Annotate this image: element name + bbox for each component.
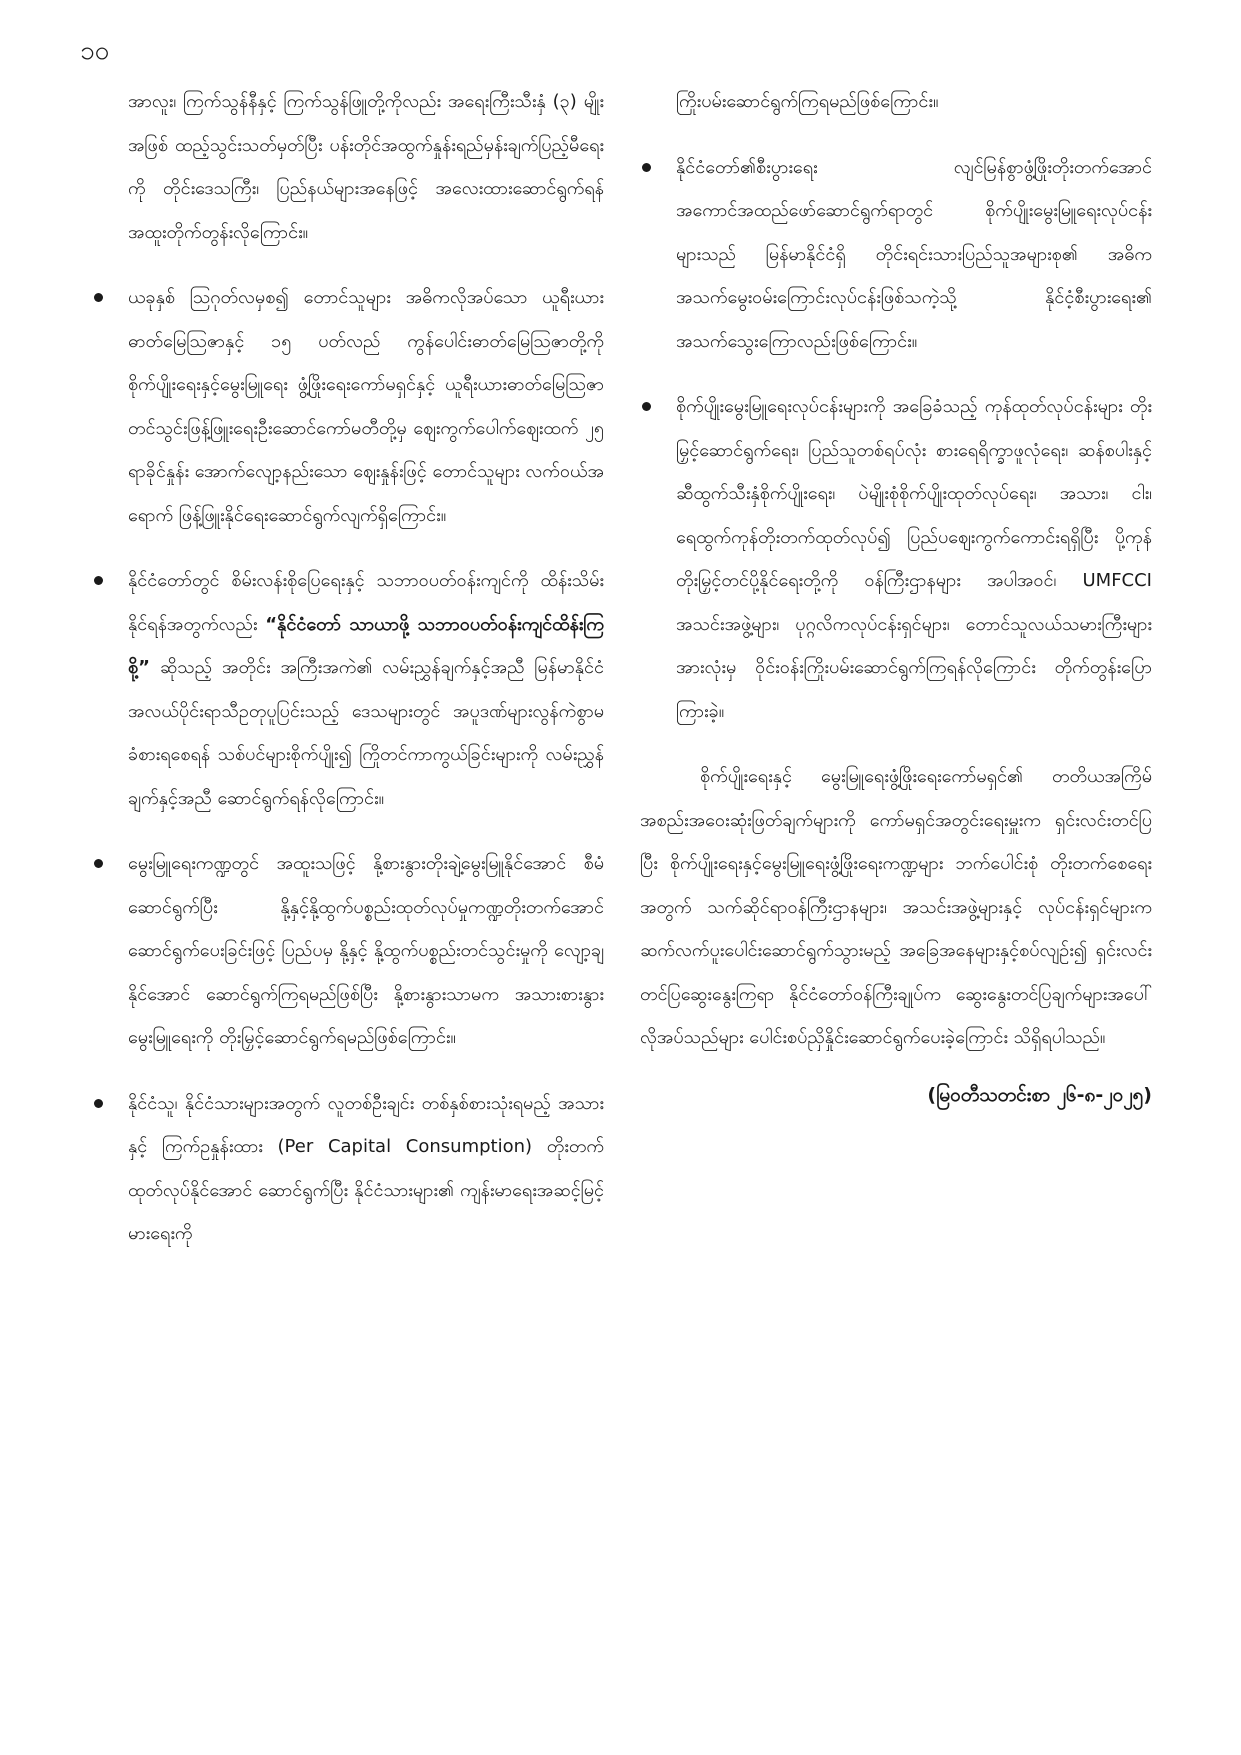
list-item-text: နိုင်ငံတော်၏စီးပွားရေး လျင်မြန်စွာဖွံ့ဖြိုးတိုးတက်အောင် အကောင်အထည်ဖော်ဆောင်ရွက်ရာတွင် စိုက်ပျိုးမွေးမြူရေးလုပ်ငန်းများသည် မြန်မာနိုင်ငံရှိ တိုင်းရင်းသားပြည်သူအများစု၏ အဓိကအသက်မွေးဝမ်းကြောင်းလုပ်ငန်းဖြစ်သကဲ့သို့ နိုင်ငံ့စီးပွားရေး၏ အသက်သွေးကြောလည်းဖြစ်ကြောင်း။ [676,156,1152,352]
list-item [92,276,604,537]
bullet-icon [94,859,103,868]
bullet-icon [94,576,103,585]
slogan-text: “နိုင်ငံတော် သာယာဖို့ သဘာဝပတ်ဝန်းကျင်ထိန်းကြစို့” [128,613,604,678]
list-item-text: ယခုနှစ် ဩဂုတ်လမှစ၍ တောင်သူများ အဓိကလိုအပ်သော ယူရီးယားဓာတ်မြေဩဇာနှင့် ၁၅ ပတ်လည် ကွန်ပေါင်းဓာတ်မြေဩဇာတို့ကို စိုက်ပျိုးရေးနှင့်မွေးမြူရေး ဖွံ့ဖြိုးရေးကော်မရှင်နှင့် ယူရီးယားဓာတ်မြေဩဇာ တင်သွင်းဖြန့်ဖြူးရေးဦးဆောင်ကော်မတီတို့မှ ဈေးကွက်ပေါက်ဈေးထက် ၂၅ ရာခိုင်နှုန်း အောက်လျော့နည်းသော ဈေးနှုန်းဖြင့် တောင်သူများ လက်ဝယ်အရောက် ဖြန့်ဖြူးနိုင်ရေးဆောင်ရွက်လျက်ရှိကြောင်း။ [128,287,604,526]
source-citation: (မြဝတီသတင်းစာ ၂၆-၈-၂၀၂၅) [927,1083,1152,1106]
bullet-icon [94,293,103,302]
list-item-text: စိုက်ပျိုးမွေးမြူရေးလုပ်ငန်းများကို အခြေခံသည့် ကုန်ထုတ်လုပ်ငန်းများ တိုးမြှင့်ဆောင်ရွက်ရေး၊ ပြည်သူတစ်ရပ်လုံး စားရေရိက္ခာဖူလုံရေး၊ ဆန်စပါးနှင့် ဆီထွက်သီးနှံစိုက်ပျိုးရေး၊ ပဲမျိုးစုံစိုက်ပျိုးထုတ်လုပ်ရေး၊ အသား၊ ငါး၊ ရေထွက်ကုန်တိုးတက်ထုတ်လုပ်၍ ပြည်ပဈေးကွက်ကောင်းရရှိပြီး ပို့ကုန်တိုးမြှင့်တင်ပို့နိုင်ရေးတို့ကို ဝန်ကြီးဌာနများ အပါအဝင်၊ UMFCCI အသင်းအဖွဲ့များ၊ ပုဂ္ဂလိကလုပ်ငန်းရှင်များ၊ တောင်သူလယ်သမားကြီးများ အားလုံးမှ ဝိုင်းဝန်းကြိုးပမ်းဆောင်ရွက်ကြရန်လိုကြောင်း တိုက်တွန်းပြောကြားခဲ့။ [676,396,1152,722]
continuation-paragraph: ကြိုးပမ်းဆောင်ရွက်ကြရမည်ဖြစ်ကြောင်း။ [676,91,939,112]
continuation-paragraph: အာလူး၊ ကြက်သွန်နီနှင့် ကြက်သွန်ဖြူတို့ကိုလည်း အရေးကြီးသီးနှံ (၃) မျိုးအဖြစ် ထည့်သွင်းသတ်မှတ်ပြီး ပန်းတိုင်အထွက်နှုန်းရည်မှန်းချက်ပြည့်မီရေးကို တိုင်းဒေသကြီး၊ ပြည်နယ်များအနေဖြင့် အလေးထားဆောင်ရွက်ရန် အထူးတိုက်တွန်းလိုကြောင်း။ [128,91,604,243]
bullet-icon [94,1099,103,1108]
list-item-text: နိုင်ငံတော်တွင် စိမ်းလန်းစိုပြေရေးနှင့် သဘာဝပတ်ဝန်းကျင်ကို ထိန်းသိမ်းနိုင်ရန်အတွက်လည်း [128,570,604,635]
closing-paragraph: စိုက်ပျိုးရေးနှင့် မွေးမြူရေးဖွံ့ဖြိုးရေးကော်မရှင်၏ တတိယအကြိမ် အစည်းအဝေးဆုံးဖြတ်ချက်များကို ကော်မရှင်အတွင်းရေးမှူးက ရှင်းလင်းတင်ပြပြီး စိုက်ပျိုးရေးနှင့်မွေးမြူရေးဖွံ့ဖြိုးရေးကဏ္ဍများ ဘက်ပေါင်းစုံ တိုးတက်စေရေးအတွက် သက်ဆိုင်ရာဝန်ကြီးဌာနများ၊ အသင်းအဖွဲ့များနှင့် လုပ်ငန်းရှင်များက ဆက်လက်ပူးပေါင်းဆောင်ရွက်သွားမည့် အခြေအနေများနှင့်စပ်လျဉ်း၍ ရှင်းလင်းတင်ပြဆွေးနွေးကြရာ နိုင်ငံတော်ဝန်ကြီးချုပ်က ဆွေးနွေးတင်ပြချက်များအပေါ် လိုအပ်သည်များ ပေါင်းစပ်ညှိနှိုင်းဆောင်ရွက်ပေးခဲ့ကြောင်း သိရှိရပါသည်။ [640,766,1152,1048]
page-number: ၁၀ [80,36,110,66]
list-item [640,146,1152,364]
left-column [92,80,604,1278]
list-item-text: ဆိုသည့် အတိုင်း အကြီးအကဲ၏ လမ်းညွှန်ချက်နှင့်အညီ မြန်မာနိုင်ငံအလယ်ပိုင်းရာသီဥတုပူပြင်းသည့် ဒေသများတွင် အပူဒဏ်များလွန်ကဲစွာမခံစားရစေရန် သစ်ပင်များစိုက်ပျိုး၍ ကြိုတင်ကာကွယ်ခြင်းများကို လမ်းညွှန်ချက်နှင့်အညီ ဆောင်ရွက်ရန်လိုကြောင်း။ [128,657,604,809]
list-item-text: နိုင်ငံသူ၊ နိုင်ငံသားများအတွက် လူတစ်ဦးချင်း တစ်နှစ်စားသုံးရမည့် အသားနှင့် ကြက်ဥနှုန်းထား (Per Capital Consumption) တိုးတက်ထုတ်လုပ်နိုင်အောင် ဆောင်ရွက်ပြီး နိုင်ငံသားများ၏ ကျန်းမာရေးအဆင့်မြင့်မားရေးကို [128,1092,604,1244]
list-item [92,1082,604,1256]
bullet-icon [642,402,651,411]
list-item-text: မွေးမြူရေးကဏ္ဍတွင် အထူးသဖြင့် နို့စားနွားတိုးချဲ့မွေးမြူနိုင်အောင် စီမံဆောင်ရွက်ပြီး နို့နှင့်နို့ထွက်ပစ္စည်းထုတ်လုပ်မှုကဏ္ဍတိုးတက်အောင် ဆောင်ရွက်ပေးခြင်းဖြင့် ပြည်ပမှ နို့နှင့် နို့ထွက်ပစ္စည်းတင်သွင်းမှုကို လျော့ချနိုင်အောင် ဆောင်ရွက်ကြရမည်ဖြစ်ပြီး နို့စားနွားသာမက အသားစားနွားမွေးမြူရေးကို တိုးမြှင့်ဆောင်ရွက်ရမည်ဖြစ်ကြောင်း။ [128,853,604,1048]
bullet-icon [642,163,651,172]
right-column [640,80,1152,1117]
list-item [92,559,604,820]
list-item [92,842,604,1060]
list-item [640,385,1152,733]
